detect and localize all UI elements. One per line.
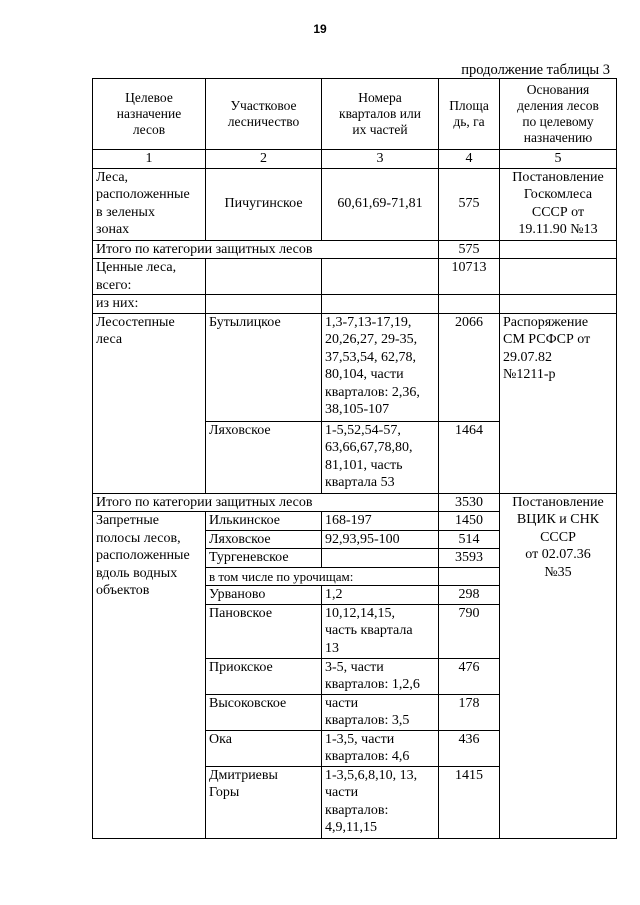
purpose-cell: Ценные леса, всего: bbox=[93, 259, 206, 295]
total-label: Итого по категории защитных лесов bbox=[93, 240, 439, 259]
area-cell: 575 bbox=[439, 168, 500, 240]
column-number-row bbox=[93, 150, 617, 169]
area-cell: 178 bbox=[439, 694, 500, 730]
header-basis: Основания деления лесов по целевому назначению bbox=[500, 79, 617, 150]
table-row bbox=[93, 259, 617, 295]
header-purpose: Целевое назначение лесов bbox=[93, 79, 206, 150]
forest-purpose-table bbox=[92, 78, 617, 839]
tract-name: Дмитриевы Горы bbox=[206, 766, 322, 838]
header-area: Площа дь, га bbox=[439, 79, 500, 150]
area-cell: 298 bbox=[439, 586, 500, 605]
quarters-cell: 1-3,5, части кварталов: 4,6 bbox=[322, 730, 439, 766]
table-row bbox=[93, 295, 617, 314]
total-label: Итого по категории защитных лесов bbox=[93, 493, 439, 512]
total-row bbox=[93, 240, 617, 259]
forestry-cell: Илькинское bbox=[206, 512, 322, 531]
quarters-cell: 60,61,69-71,81 bbox=[322, 168, 439, 240]
tract-name: Урваново bbox=[206, 586, 322, 605]
forestry-cell: Ляховское bbox=[206, 530, 322, 549]
page-number: 19 bbox=[313, 22, 327, 36]
forestry-cell: Бутылицкое bbox=[206, 313, 322, 421]
quarters-cell: 1,3-7,13-17,19, 20,26,27, 29-35, 37,53,54, 62,78, 80,104, части кварталов: 2,36, 38,105-107 bbox=[322, 313, 439, 421]
area-cell: 476 bbox=[439, 658, 500, 694]
quarters-cell: 10,12,14,15, часть квартала 13 bbox=[322, 604, 439, 658]
tract-name: Высоковское bbox=[206, 694, 322, 730]
quarters-cell: 168-197 bbox=[322, 512, 439, 531]
purpose-cell: Леса, расположенные в зеленых зонах bbox=[93, 168, 206, 240]
header-quarters: Номера кварталов или их частей bbox=[322, 79, 439, 150]
table-row bbox=[93, 313, 617, 421]
of-them-label: из них: bbox=[93, 295, 206, 314]
purpose-cell: Запретные полосы лесов, расположенные вдоль водных объектов bbox=[93, 512, 206, 839]
tract-name: Пановское bbox=[206, 604, 322, 658]
including-label: в том числе по урочищам: bbox=[206, 567, 439, 586]
total-area: 575 bbox=[439, 240, 500, 259]
quarters-cell: 92,93,95-100 bbox=[322, 530, 439, 549]
column-number: 5 bbox=[500, 150, 617, 169]
basis-cell: Постановление Госкомлеса СССР от 19.11.90 №13 bbox=[500, 168, 617, 240]
area-cell: 3593 bbox=[439, 549, 500, 568]
tract-name: Ока bbox=[206, 730, 322, 766]
area-cell: 1415 bbox=[439, 766, 500, 838]
forestry-cell: Тургеневское bbox=[206, 549, 322, 568]
area-cell: 1450 bbox=[439, 512, 500, 531]
forestry-cell: Пичугинское bbox=[206, 168, 322, 240]
header-row bbox=[93, 79, 617, 150]
table-continuation-caption: продолжение таблицы 3 bbox=[461, 62, 610, 78]
quarters-cell: 1-3,5,6,8,10, 13, части кварталов: 4,9,11,15 bbox=[322, 766, 439, 838]
area-cell: 790 bbox=[439, 604, 500, 658]
forestry-cell: Ляховское bbox=[206, 421, 322, 493]
area-cell: 436 bbox=[439, 730, 500, 766]
header-forestry: Участковое лесничество bbox=[206, 79, 322, 150]
column-number: 3 bbox=[322, 150, 439, 169]
column-number: 2 bbox=[206, 150, 322, 169]
area-cell: 1464 bbox=[439, 421, 500, 493]
quarters-cell: части кварталов: 3,5 bbox=[322, 694, 439, 730]
table-row bbox=[93, 168, 617, 240]
column-number: 1 bbox=[93, 150, 206, 169]
quarters-cell: 1-5,52,54-57, 63,66,67,78,80, 81,101, часть квартала 53 bbox=[322, 421, 439, 493]
basis-cell: Распоряжение СМ РСФСР от 29.07.82 №1211-р bbox=[500, 313, 617, 493]
quarters-cell: 3-5, части кварталов: 1,2,6 bbox=[322, 658, 439, 694]
area-cell: 10713 bbox=[439, 259, 500, 295]
quarters-cell: 1,2 bbox=[322, 586, 439, 605]
total-row bbox=[93, 493, 617, 512]
area-cell: 2066 bbox=[439, 313, 500, 421]
area-cell: 514 bbox=[439, 530, 500, 549]
quarters-cell bbox=[322, 549, 439, 568]
basis-cell: Постановление ВЦИК и СНК СССР от 02.07.36 №35 bbox=[500, 493, 617, 838]
tract-name: Приокское bbox=[206, 658, 322, 694]
column-number: 4 bbox=[439, 150, 500, 169]
total-area: 3530 bbox=[439, 493, 500, 512]
purpose-cell: Лесостепные леса bbox=[93, 313, 206, 493]
